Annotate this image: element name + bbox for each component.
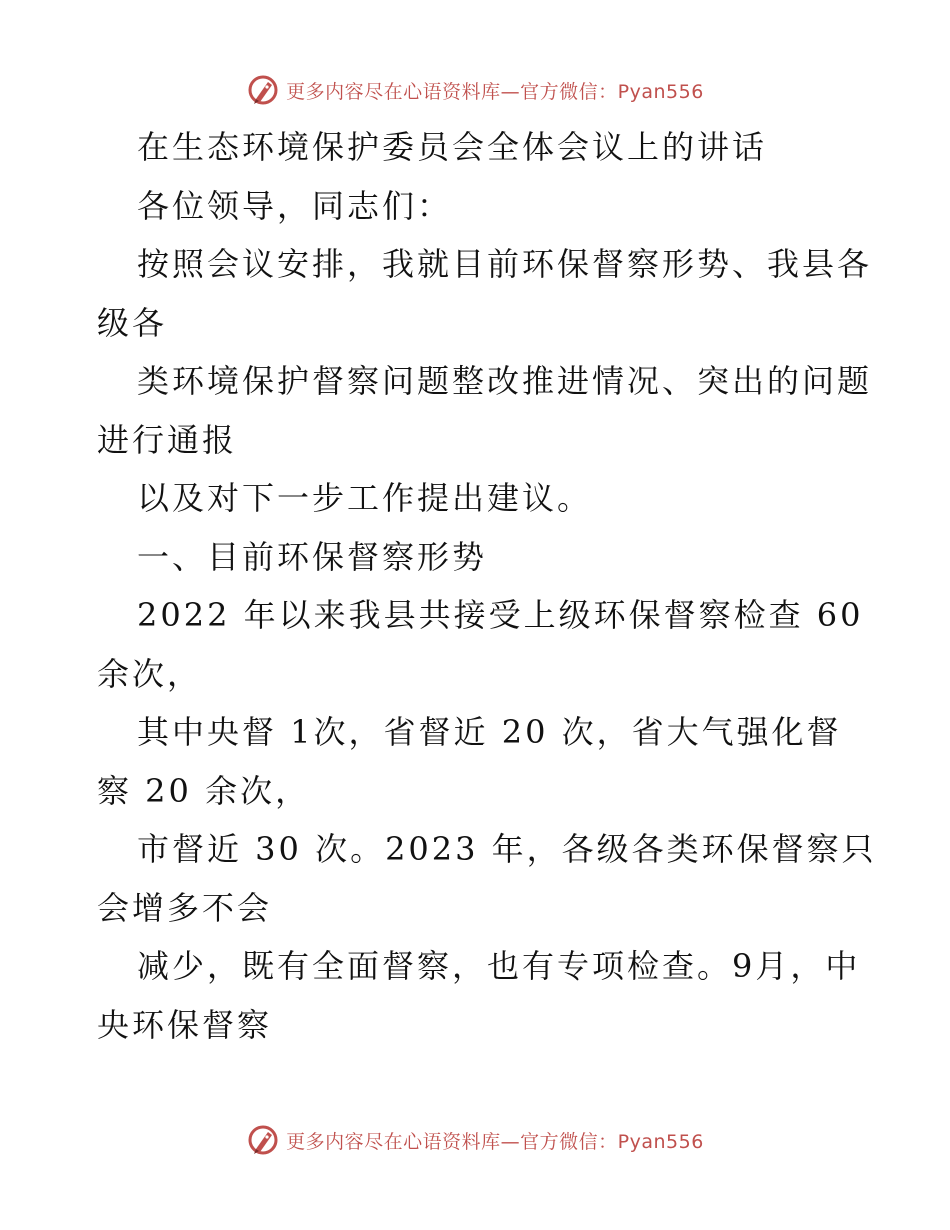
body-line: 央环保督察 [97,1005,273,1044]
body-line: 级各 [97,303,168,342]
header-watermark-text: 更多内容尽在心语资料库—官方微信：Pyan556 [286,80,704,103]
document-body [97,118,877,1054]
header-watermark-inner [246,73,704,107]
body-line: 2022 年以来我县共接受上级环保督察检查 60 [137,596,864,634]
body-line: 以及对下一步工作提出建议。 [137,479,593,517]
section-heading: 一、目前环保督察形势 [137,537,488,576]
body-line: 按照会议安排，我就目前环保督察形势、我县各 [137,245,873,283]
document-title: 在生态环境保护委员会全体会议上的讲话 [137,128,768,166]
salutation: 各位领导，同志们： [137,186,453,225]
body-line: 余次， [97,654,203,693]
pen-nib-logo-icon [246,73,280,107]
header-watermark [0,70,950,110]
body-line: 察 20 余次， [97,771,311,810]
footer-watermark-text: 更多内容尽在心语资料库—官方微信：Pyan556 [286,1130,704,1153]
body-line: 减少，既有全面督察，也有专项检查。9月，中 [137,947,861,985]
footer-watermark-inner [246,1123,704,1157]
body-line: 类环境保护督察问题整改推进情况、突出的问题 [137,362,873,400]
body-line: 会增多不会 [97,888,273,927]
body-line: 其中央督 1次，省督近 20 次，省大气强化督 [137,713,842,751]
body-line: 市督近 30 次。2023 年，各级各类环保督察只 [137,830,877,868]
body-line: 进行通报 [97,420,238,459]
footer-watermark [0,1120,950,1160]
pen-nib-logo-icon [246,1123,280,1157]
